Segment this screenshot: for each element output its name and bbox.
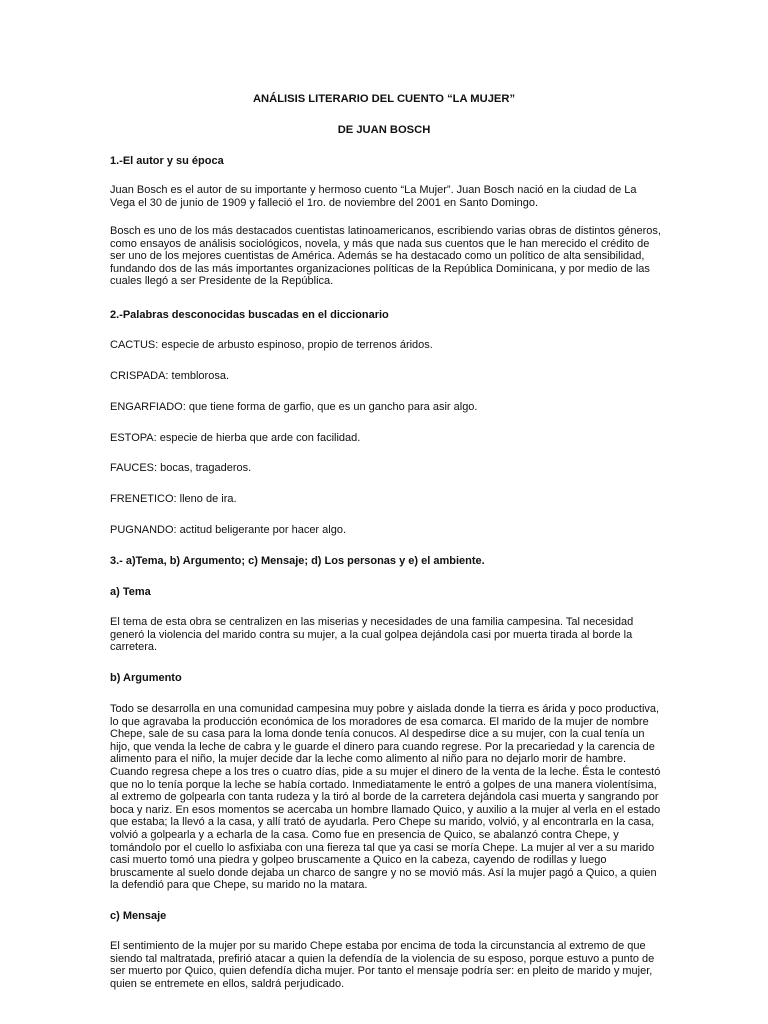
glossary-term: FAUCES: bocas, tragaderos. [110,462,252,474]
section-2-heading: 2.-Palabras desconocidas buscadas en el diccionario [110,309,389,321]
section-1-paragraph: Bosch es uno de los más destacados cuentistas latinoamericanos, escribiendo varias obras de distintos géneros, como ensayos de análisis sociológicos, novela, y más que nada sus cuentos que le han merecido el crédito de ser uno de los mejores cuentistas de América. Además se ha destacado como un político de alta sensibilidad, fundando dos de las más importantes organizaciones políticas de la República Dominicana, y por medio de las cuales llegó a ser Presidente de la República. [110,225,661,288]
glossary-term: PUGNANDO: actitud beligerante por hacer algo. [110,524,347,536]
glossary-term: CACTUS: especie de arbusto espinoso, propio de terrenos áridos. [110,339,433,351]
section-1-heading: 1.-El autor y su época [110,155,224,167]
mensaje-paragraph: El sentimiento de la mujer por su marido Chepe estaba por encima de toda la circunstancia al extremo de que siendo tal maltratada, prefirió atacar a quien la defendía de la violencia de su esposo, porque estuvo a punto de ser muerto por Quico, quien defendía dicha mujer. Por tanto el mensaje podría ser: en pleito de marido y mujer, quien se entremete en ellos, saldrá perjudicado. [110,940,655,990]
argumento-paragraph: Todo se desarrolla en una comunidad campesina muy pobre y aislada donde la tierra es árida y poco productiva, lo que agravaba la producción económica de los moradores de esa comarca. El marido de la mujer de nombre Chepe, sale de su casa para la loma donde tenía conucos. Al despedirse dice a su mujer, con la cual tenía un hijo, que venda la leche de cabra y le guarde el dinero para cuando regrese. Por la precariedad y la carencia de alimento para el niño, la mujer decide dar la leche como alimento al niño para no dejarlo morir de hambre. Cuando regresa chepe a los tres o cuatro días, pide a su mujer el dinero de la venta de la leche. Ésta le contestó que no lo tenía porque la leche se había cortado. Inmediatamente le entró a golpes de una manera violentísima, al extremo de golpearla con tanta rudeza y la tiró al borde de la carretera dejándola casi muerta y sangrando por boca y nariz. En esos momentos se acercaba un hombre llamado Quico, y auxilio a la mujer al verla en el estado que estaba; la llevó a la casa, y allí trató de ayudarla. Pero Chepe su marido, volvió, y al encontrarla en la casa, volvió a golpearla y a echarla de la casa. Como fue en presencia de Quico, se abalanzó contra Chepe, y tomándolo por el cuello lo asfixiaba con una fiereza tal que ya casi se moría Chepe. La mujer al ver a su marido casi muerto tomó una piedra y golpeo bruscamente a Quico en la cabeza, cayendo de rodillas y luego bruscamente al suelo donde dejaba un charco de sangre y no se movió más. Así la mujer pagó a Quico, a quien la defendió para que Chepe, su marido no la matara. [110,703,661,892]
glossary-term: ENGARFIADO: que tiene forma de garfio, que es un gancho para asir algo. [110,401,478,413]
glossary-term: CRISPADA: temblorosa. [110,370,230,382]
document-title: ANÁLISIS LITERARIO DEL CUENTO “LA MUJER” [252,93,516,105]
glossary-term: FRENETICO: lleno de ira. [110,493,237,505]
tema-paragraph: El tema de esta obra se centralizen en las miserias y necesidades de una familia campesina. Tal necesidad generó la violencia del marido contra su mujer, a la cual golpea dejándola casi por muerta tirada al borde la carretera. [110,616,634,654]
section-1-paragraph: Juan Bosch es el autor de su importante y hermoso cuento “La Mujer”. Juan Bosch nació en la ciudad de La Vega el 30 de junio de 1909 y falleció el 1ro. de noviembre del 2001 en Santo Domingo. [110,184,637,209]
document-subtitle: DE JUAN BOSCH [337,124,431,136]
tema-heading: a) Tema [110,586,151,598]
mensaje-heading: c) Mensaje [110,910,167,922]
argumento-heading: b) Argumento [110,672,182,684]
section-3-heading: 3.- a)Tema, b) Argumento; c) Mensaje; d) Los personas y e) el ambiente. [110,555,485,567]
glossary-term: ESTOPA: especie de hierba que arde con facilidad. [110,432,361,444]
